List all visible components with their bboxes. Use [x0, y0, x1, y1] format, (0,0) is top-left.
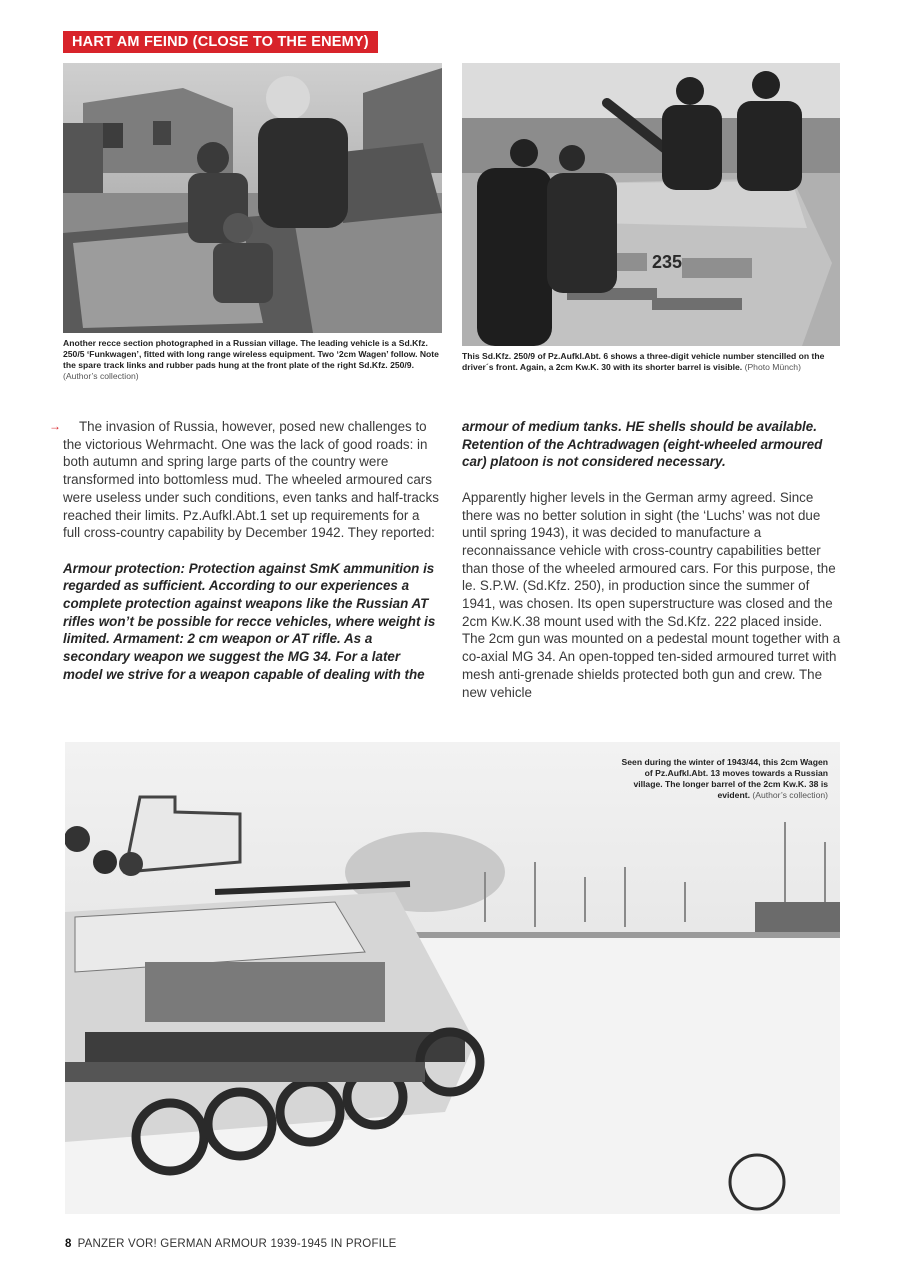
photo-sdkfz-250-9	[462, 63, 840, 346]
caption-text: This Sd.Kfz. 250/9 of Pz.Aufkl.Abt. 6 shows a three-digit vehicle number stencilled on the driver´s front. Again, a 2cm Kw.K. 30 with its shorter barrel is visible.	[462, 351, 825, 372]
photo-sdkfz-250-9-image	[462, 63, 840, 346]
publication-title: PANZER VOR! GERMAN ARMOUR 1939-1945 IN PROFILE	[77, 1238, 397, 1250]
body-paragraph-development: Apparently higher levels in the German army agreed. Since there was no better solution in sight (the ‘Luchs’ was not due until spring 1943), it was decided to manufacture a reconnaissance vehicle with cross-country capabilities better than those of the wheeled armoured cars. For this purpose, the le. S.P.W. (Sd.Kfz. 250), in production since the summer of 1941, was chosen. Its open superstructure was closed and the 2cm Kw.K.38 mount used with the Sd.Kfz. 222 placed inside. The 2cm gun was mounted on a pedestal mount together with a co-axial MG 34. An open-topped ten-sided armoured turret with mesh anti-grenade shields protected both gun and crew. The new vehicle	[462, 489, 841, 700]
caption-credit: (Author’s collection)	[63, 371, 139, 381]
body-paragraph-intro	[63, 418, 440, 542]
vehicle-number: 235	[652, 252, 683, 272]
body-paragraph-intro-text: The invasion of Russia, however, posed new challenges to the victorious Wehrmacht. One was the lack of good roads: in both autumn and spring large parts of the country were transformed into bottomless mud. The wheeled armoured cars were useless under such conditions, even tanks and half-tracks reached their limits. Pz.Aufkl.Abt.1 set up requirements for a full cross-country capability by December 1942. They reported:	[63, 419, 439, 541]
section-tag: HART AM FEIND (CLOSE TO THE ENEMY)	[63, 31, 378, 53]
body-column-left	[49, 418, 440, 701]
photo-winter-2cm-wagen-caption	[620, 757, 828, 801]
photo-recce-section	[63, 63, 442, 333]
paragraph-arrow-icon: →	[49, 419, 61, 433]
caption-credit: (Photo Münch)	[744, 362, 801, 372]
caption-text: Seen during the winter of 1943/44, this 2cm Wagen of Pz.Aufkl.Abt. 13 moves towards a Russian village. The longer barrel of the 2cm Kw.K. 38 is evident.	[621, 757, 828, 800]
page-footer	[65, 1238, 397, 1250]
photo-winter-2cm-wagen	[65, 742, 840, 1214]
caption-credit: (Author’s collection)	[752, 790, 828, 800]
photo-sdkfz-250-9-caption	[462, 351, 840, 373]
body-column-right	[462, 418, 842, 719]
report-quote: Armour protection: Protection against SmK ammunition is regarded as sufficient. According to our experiences a complete protection against weapons like the Russian AT rifles won’t be possible for recce vehicles, where weight is limited. Armament: 2 cm weapon or AT rifle. As a secondary weapon we suggest the MG 34. For a later model we strive for a weapon capable of dealing with the	[63, 560, 436, 682]
photo-winter-2cm-wagen-image	[65, 742, 840, 1214]
photo-recce-section-caption	[63, 338, 443, 382]
caption-text: Another recce section photographed in a Russian village. The leading vehicle is a Sd.Kfz. 250/5 ‘Funkwagen’, fitted with long range wireless equipment. Two ‘2cm Wagen’ follow. Note the spare track links and rubber pads hung at the front plate of the right Sd.Kfz. 250/9.	[63, 338, 439, 370]
photo-recce-section-image	[63, 63, 442, 333]
page-number: 8	[65, 1238, 72, 1250]
report-quote-continued: armour of medium tanks. HE shells should be available. Retention of the Achtradwagen (eight-wheeled armoured car) platoon is not considered necessary.	[462, 419, 823, 470]
